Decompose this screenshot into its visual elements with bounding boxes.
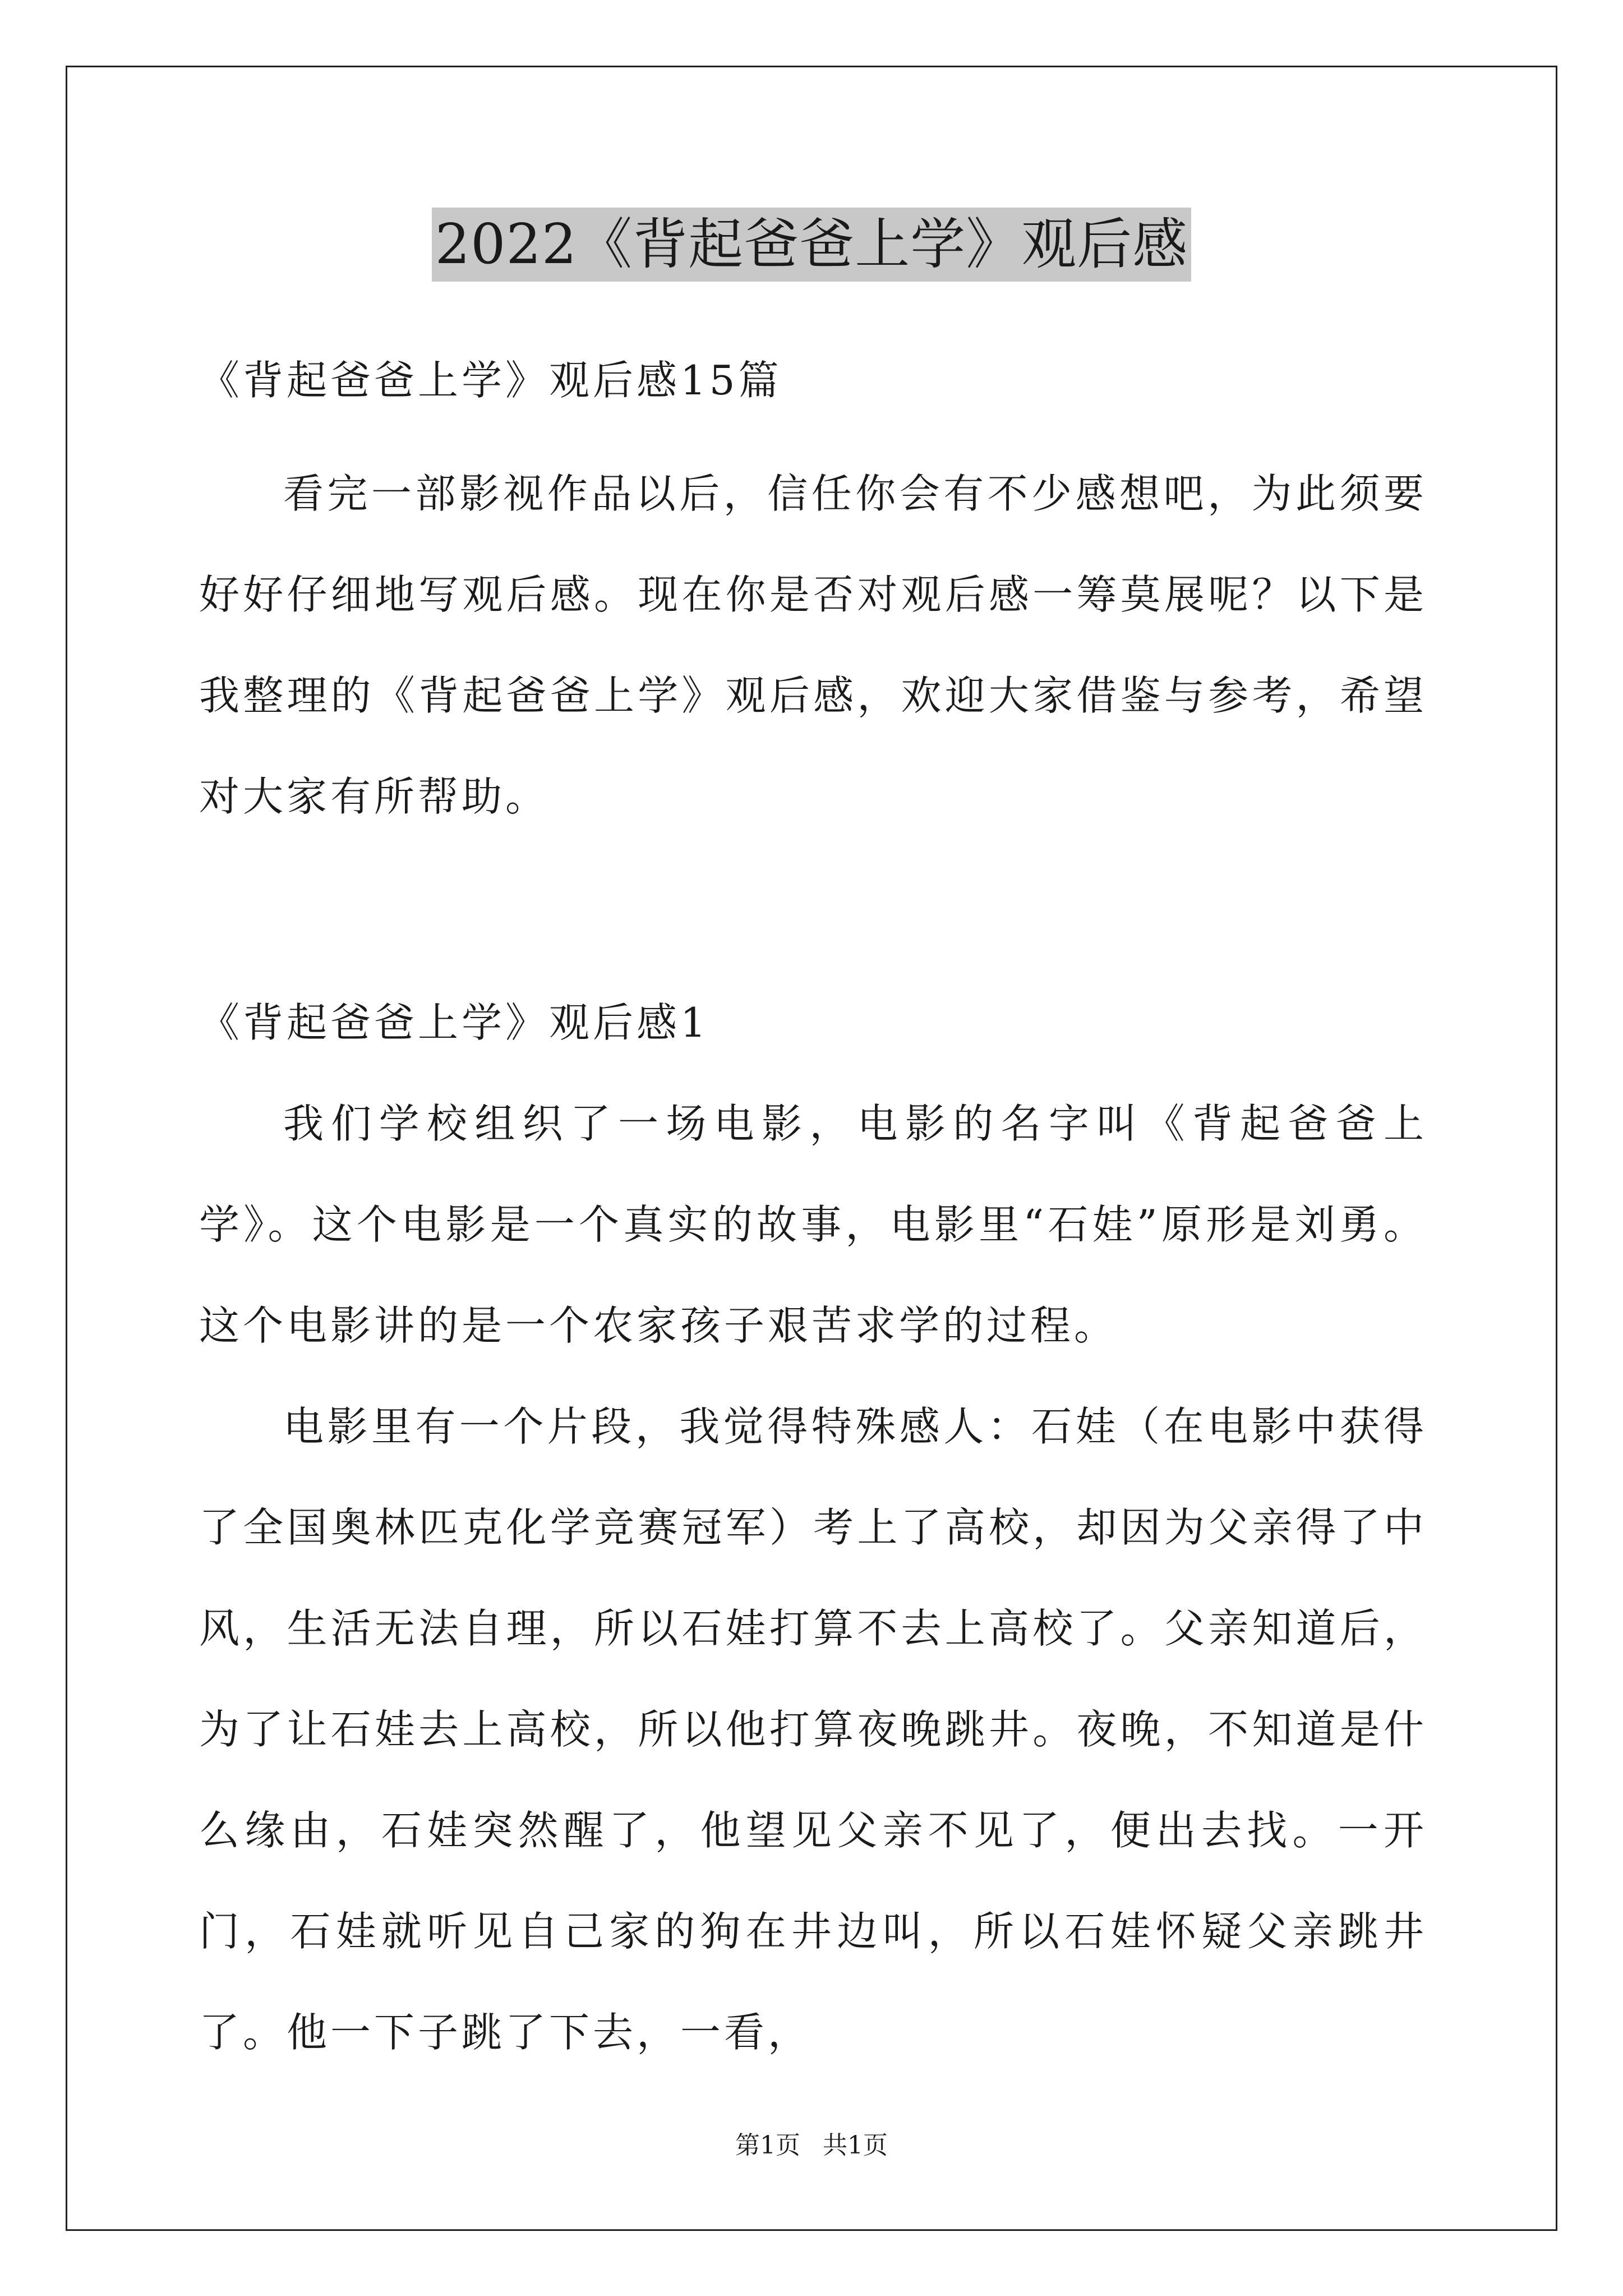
section-1-heading: 《背起爸爸上学》观后感1	[199, 999, 709, 1046]
intro-section	[199, 443, 1427, 847]
page-footer	[0, 2129, 1623, 2162]
document-subtitle: 《背起爸爸上学》观后感15篇	[199, 357, 782, 404]
page-total: 共1页	[823, 2131, 888, 2160]
title-container	[0, 208, 1623, 282]
section-1-paragraph-2: 电影里有一个片段，我觉得特殊感人：石娃（在电影中获得了全国奥林匹克化学竞赛冠军）考上了高校，却因为父亲得了中风，生活无法自理，所以石娃打算不去上高校了。父亲知道后，为了让石娃去上高校，所以他打算夜晚跳井。夜晚，不知道是什么缘由，石娃突然醒了，他望见父亲不见了，便出去找。一开门，石娃就听见自己家的狗在井边叫，所以石娃怀疑父亲跳井了。他一下子跳了下去，一看，	[199, 1403, 1427, 2056]
section-1	[199, 995, 1427, 2083]
intro-paragraph: 看完一部影视作品以后，信任你会有不少感想吧，为此须要好好仔细地写观后感。现在你是否对观后感一筹莫展呢？以下是我整理的《背起爸爸上学》观后感，欢迎大家借鉴与参考，希望对大家有所帮助。	[199, 470, 1427, 820]
section-1-body	[199, 1073, 1427, 2083]
page-number: 第1页	[735, 2131, 800, 2160]
section-1-paragraph-1: 我们学校组织了一场电影，电影的名字叫《背起爸爸上学》。这个电影是一个真实的故事，电影里“石娃”原形是刘勇。这个电影讲的是一个农家孩子艰苦求学的过程。	[199, 1100, 1427, 1349]
document-title: 2022《背起爸爸上学》观后感	[432, 208, 1191, 282]
